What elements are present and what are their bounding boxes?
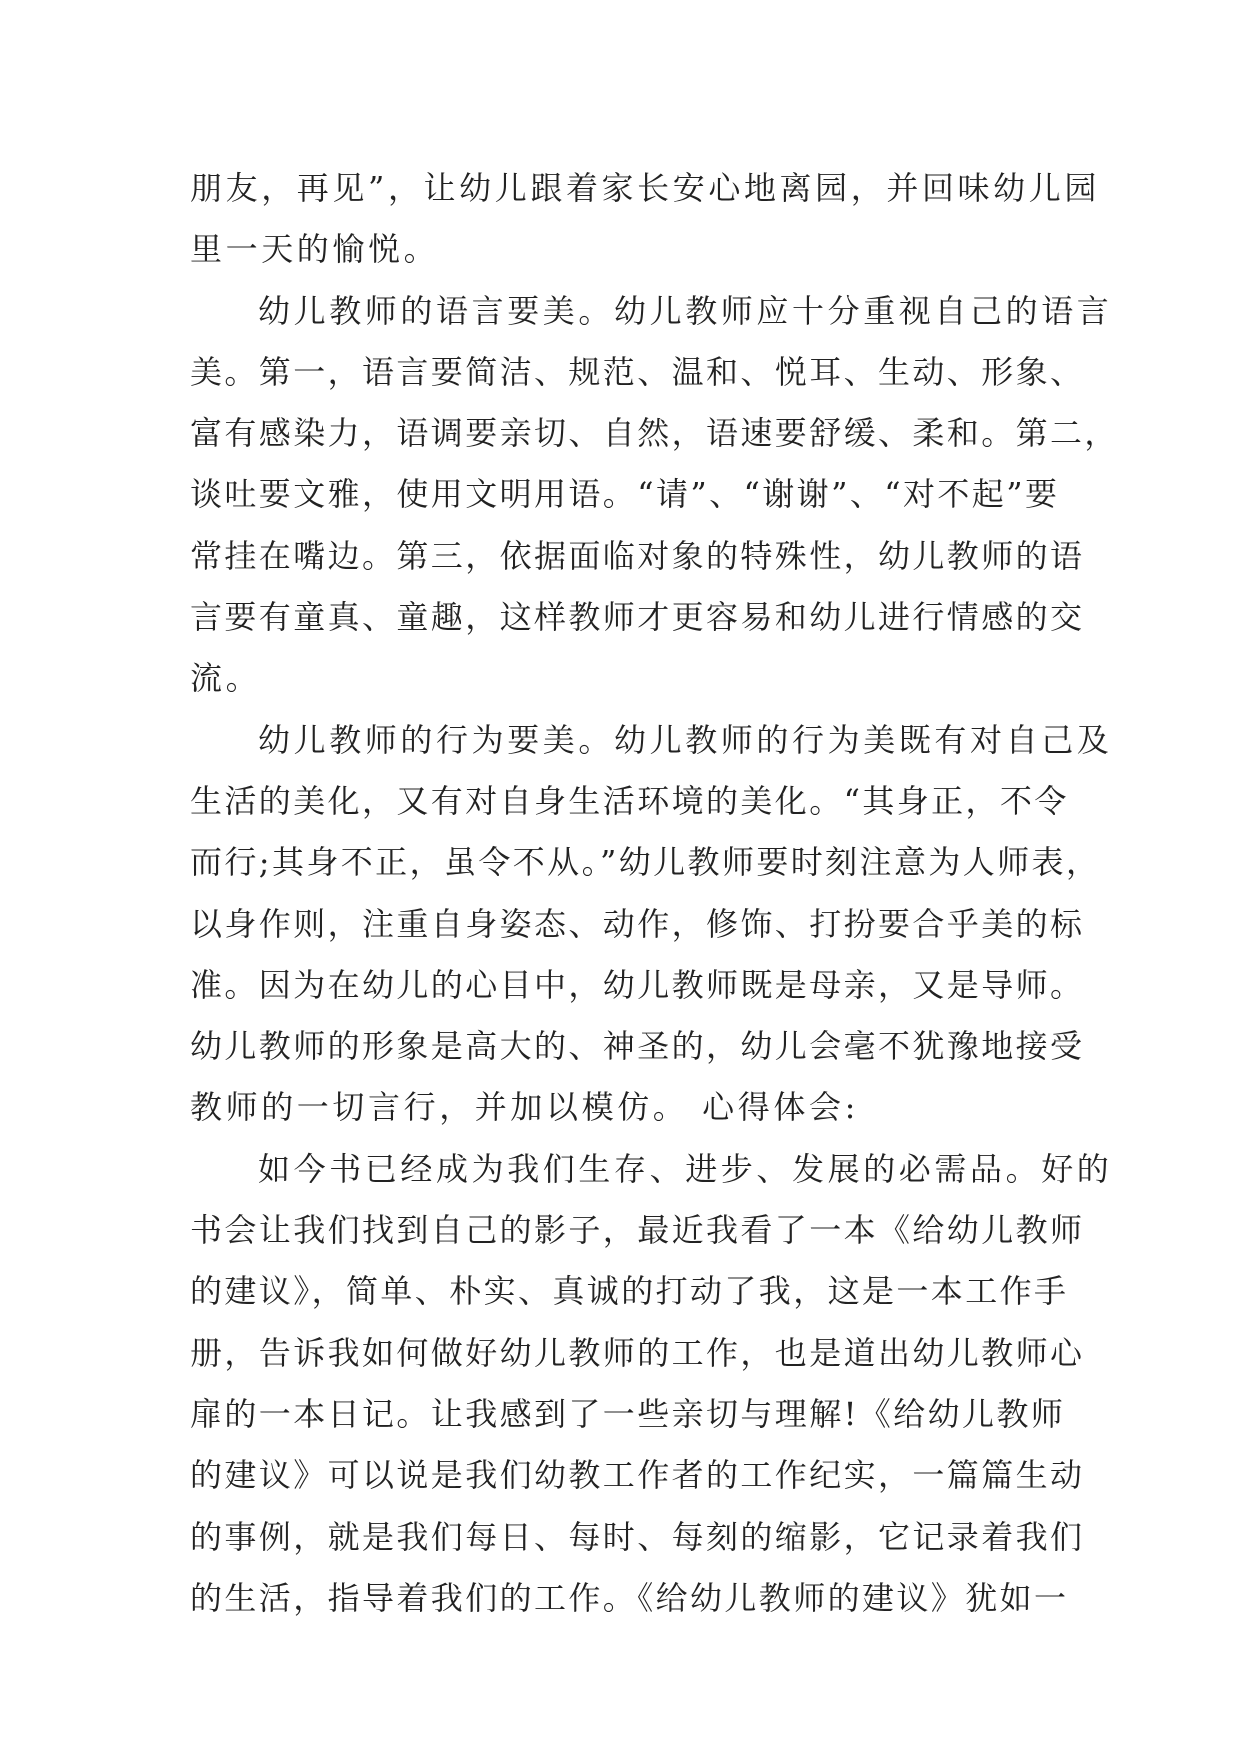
paragraph-first-line: 幼儿教师的行为要美。幼儿教师的行为美既有对自己及: [258, 720, 1113, 759]
document-body: [190, 158, 1119, 1629]
text-line: 的事例，就是我们每日、每时、每刻的缩影，它记录着我们: [190, 1517, 1085, 1556]
text-line: 扉的一本日记。让我感到了一些亲切与理解!《给幼儿教师: [190, 1394, 1066, 1433]
text-line: 常挂在嘴边。第三，依据面临对象的特殊性，幼儿教师的语: [190, 536, 1085, 575]
text-line: 流。: [190, 659, 262, 698]
text-line: 的建议》，简单、朴实、真诚的打动了我，这是一本工作手: [190, 1272, 1069, 1311]
text-line: 富有感染力，语调要亲切、自然，语速要舒缓、柔和。第二，: [190, 414, 1119, 453]
text-line: 而行;其身不正，虽令不从。”幼儿教师要时刻注意为人师表，: [190, 843, 1101, 882]
text-line: 幼儿教师的形象是高大的、神圣的，幼儿会毫不犹豫地接受: [190, 1027, 1085, 1066]
text-line: 的生活，指导着我们的工作。《给幼儿教师的建议》犹如一: [190, 1578, 1069, 1617]
text-line: 美。第一，语言要简洁、规范、温和、悦耳、生动、形象、: [190, 352, 1085, 391]
text-line: 册，告诉我如何做好幼儿教师的工作，也是道出幼儿教师心: [190, 1333, 1085, 1372]
text-line: 准。因为在幼儿的心目中，幼儿教师既是母亲，又是导师。: [190, 965, 1085, 1004]
text-line: 书会让我们找到自己的影子，最近我看了一本《给幼儿教师: [190, 1211, 1085, 1250]
text-line: 言要有童真、童趣，这样教师才更容易和幼儿进行情感的交: [190, 598, 1085, 637]
text-line: 谈吐要文雅，使用文明用语。“请”、“谢谢”、“对不起”要: [190, 475, 1060, 514]
text-line: 以身作则，注重自身姿态、动作，修饰、打扮要合乎美的标: [190, 904, 1085, 943]
text-line: 教师的一切言行，并加以模仿。 心得体会:: [190, 1088, 859, 1127]
text-line: 朋友，再见”，让幼儿跟着家长安心地离园，并回味幼儿园: [190, 169, 1100, 207]
paragraph-first-line: 幼儿教师的语言要美。幼儿教师应十分重视自己的语言: [258, 291, 1113, 330]
paragraph-first-line: 如今书已经成为我们生存、进步、发展的必需品。好的: [258, 1149, 1113, 1188]
text-line: 生活的美化，又有对自身生活环境的美化。“其身正，不令: [190, 781, 1069, 820]
text-line: 里一天的愉悦。: [190, 230, 440, 269]
text-line: 的建议》可以说是我们幼教工作者的工作纪实，一篇篇生动: [190, 1456, 1085, 1495]
